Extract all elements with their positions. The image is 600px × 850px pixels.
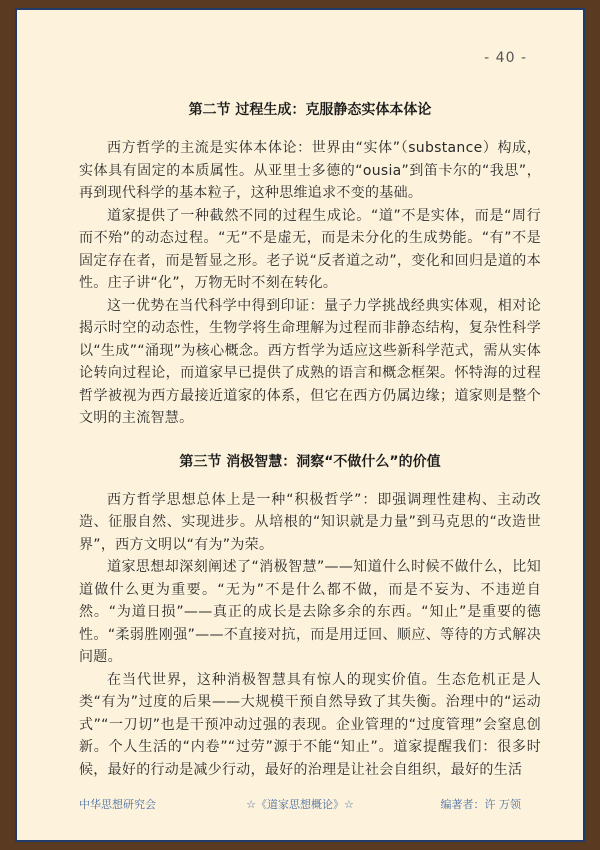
section-2-title: 第二节 过程生成：克服静态实体本体论: [188, 102, 432, 118]
section-3-title: 第三节 消极智慧：洞察“不做什么”的价值: [179, 453, 441, 470]
page-footer: [79, 796, 521, 812]
footer-publisher: 中华思想研究会: [79, 798, 156, 811]
page-content: [79, 100, 541, 781]
footer-author: 编著者：许 万领: [440, 798, 521, 811]
paragraph: 道家思想却深刻阐述了“消极智慧”——知道什么时候不做什么，比知道做什么更为重要。“无为”不是什么都不做，而是不妄为、不违逆自然。“为道日损”——真正的成长是去除多余的东西。“知止”是重要的德性。“柔弱胜刚强”——不直接对抗，而是用迂回、顺应、等待的方式解决问题。: [79, 559, 541, 665]
paragraph: 在当代世界，这种消极智慧具有惊人的现实价值。生态危机正是人类“有为”过度的后果——大规模干预自然导致了其失衡。治理中的“运动式”“一刀切”也是干预冲动过强的表现。企业管理的“过度管理”会窒息创新。个人生活的“内卷”“过劳”源于不能“知止”。道家提醒我们：很多时候，最好的行动是减少行动，最好的治理是让社会自组织，最好的生活: [79, 671, 541, 778]
paragraph: 道家提供了一种截然不同的过程生成论。“道”不是实体，而是“周行而不殆”的动态过程。“无”不是虚无，而是未分化的生成势能。“有”不是固定存在者，而是暂显之形。老子说“反者道之动”，变化和回归是道的本性。庄子讲“化”，万物无时不刻在转化。: [79, 207, 541, 291]
book-page: [15, 8, 585, 842]
footer-book-title: ☆《道家思想概论》☆: [246, 798, 354, 811]
page-number: - 40 -: [484, 50, 527, 66]
paragraph: 西方哲学思想总体上是一种“积极哲学”：即强调理性建构、主动改造、征服自然、实现进步。从培根的“知识就是力量”到马克思的“改造世界”，西方文明以“有为”为荣。: [79, 491, 541, 553]
paragraph: 这一优势在当代科学中得到印证：量子力学挑战经典实体观，相对论揭示时空的动态性，生物学将生命理解为过程而非静态结构，复杂性科学以“生成”“涌现”为核心概念。西方哲学为适应这些新科学范式，需从实体论转向过程论，而道家早已提供了成熟的语言和概念框架。怀特海的过程哲学被视为西方最接近道家的体系，但它在西方仍属边缘；道家则是整个文明的主流智慧。: [79, 297, 541, 426]
paragraph: 西方哲学的主流是实体本体论：世界由“实体”（substance）构成，实体具有固定的本质属性。从亚里士多德的“ousia”到笛卡尔的“我思”，再到现代科学的基本粒子，这种思维追求不变的基础。: [79, 140, 541, 201]
